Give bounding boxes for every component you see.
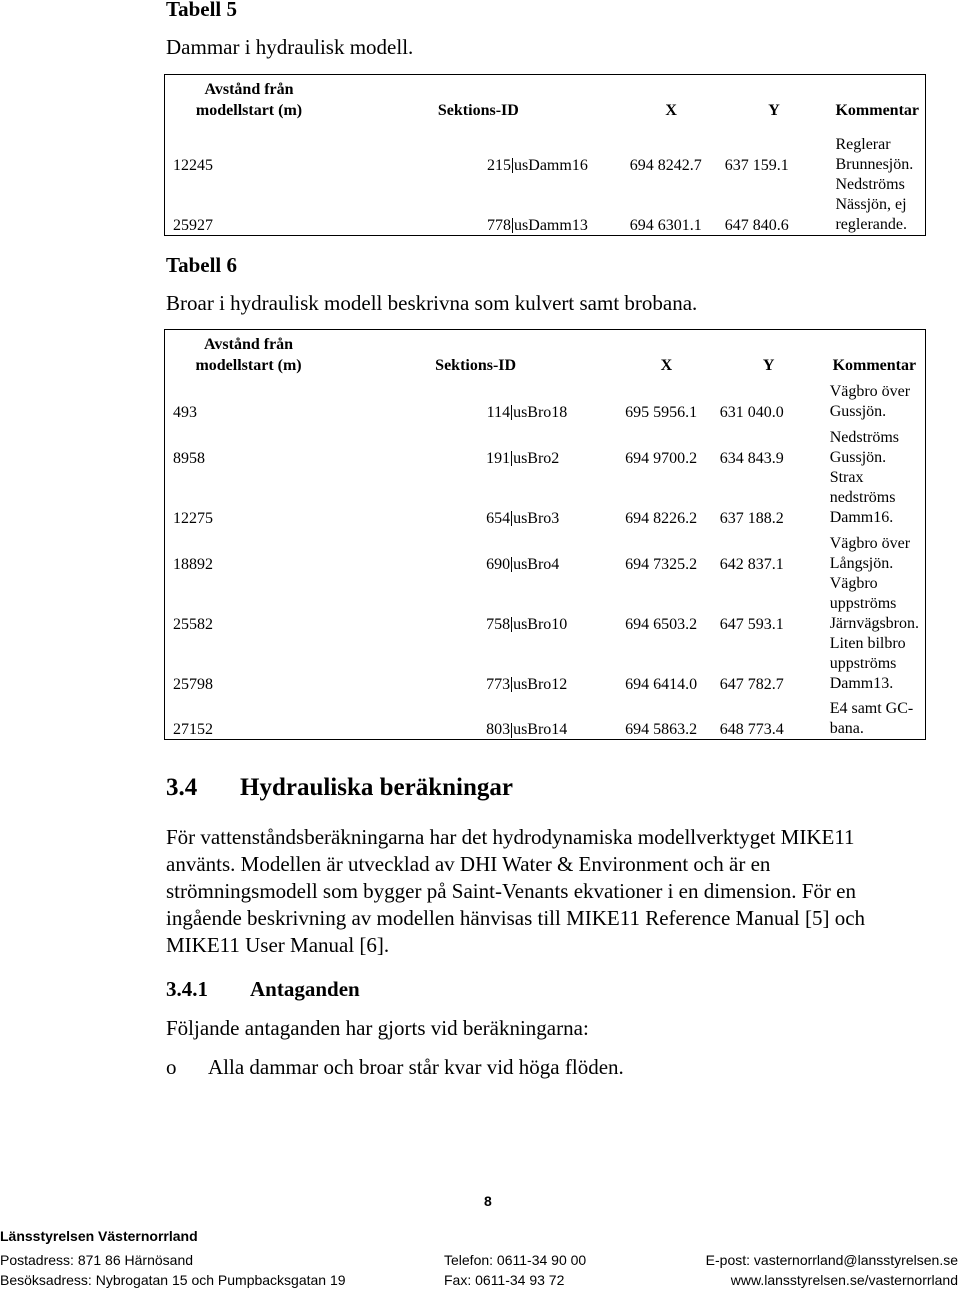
table-row <box>165 175 926 236</box>
col-header-comment: Kommentar <box>832 356 917 374</box>
cell-y: 642 837.1 <box>719 555 784 573</box>
table6 <box>164 329 926 740</box>
footer-fax: Fax: 0611-34 93 72 <box>444 1272 565 1288</box>
cell-section-id <box>332 528 619 574</box>
footer-postal: Postadress: 871 86 Härnösand <box>0 1252 194 1268</box>
cell-distance: 18892 <box>173 555 213 573</box>
cell-y: 647 840.6 <box>724 216 789 234</box>
subsection-intro: Följande antaganden har gjorts vid beräkningarna: <box>166 1016 589 1040</box>
cell-x: 694 8226.2 <box>625 509 698 527</box>
col-header-distance: Avstånd från modellstart (m) <box>195 80 303 119</box>
col-header-y: Y <box>762 356 775 374</box>
section-code: usDamm16 <box>514 156 588 174</box>
cell-comment: E4 samt GC-bana. <box>829 700 914 737</box>
cell-comment: Vägbro över Långsjön. <box>829 534 911 572</box>
separator <box>511 557 512 572</box>
table5-label: Tabell 5 <box>166 0 237 21</box>
section-code: usBro4 <box>513 555 560 573</box>
section-code: usBro3 <box>513 509 560 527</box>
separator <box>511 617 512 632</box>
cell-comment: Nedströms Nässjön, ej reglerande. <box>835 175 907 233</box>
subsection-number: 3.4.1 <box>166 977 208 1001</box>
separator <box>511 451 512 466</box>
cell-section-id <box>333 127 624 175</box>
section-number-value: 114 <box>486 403 511 421</box>
cell-distance: 8958 <box>173 449 205 467</box>
cell-distance: 25798 <box>173 675 213 693</box>
col-header-section-id: Sektions-ID <box>435 356 517 374</box>
bullet-item <box>166 1055 624 1080</box>
cell-comment: Liten bilbro uppströms Damm13. <box>829 634 906 692</box>
table5-caption: Dammar i hydraulisk modell. <box>166 35 414 59</box>
table-row <box>165 382 926 422</box>
section-code: usBro2 <box>513 449 560 467</box>
table6-caption: Broar i hydraulisk modell beskrivna som kulvert samt brobana. <box>166 291 698 315</box>
section-number-value: 215 <box>487 156 512 174</box>
table-row <box>165 574 926 634</box>
section-code: usDamm13 <box>514 216 588 234</box>
footer-email: E-post: vasternorrland@lansstyrelsen.se <box>705 1252 958 1268</box>
cell-x: 695 5956.1 <box>625 403 698 421</box>
bullet-text: Alla dammar och broar står kvar vid höga flöden. <box>208 1055 624 1079</box>
col-header-y: Y <box>768 101 780 119</box>
footer-visit: Besöksadress: Nybrogatan 15 och Pumpbacksgatan 19 <box>0 1272 346 1288</box>
table6-label: Tabell 6 <box>166 253 237 277</box>
subsection-heading <box>166 977 360 1002</box>
footer-web: www.lansstyrelsen.se/vasternorrland <box>730 1272 958 1288</box>
bullet-mark: o <box>166 1055 177 1079</box>
separator <box>511 677 512 692</box>
separator <box>512 218 513 233</box>
col-header-section-id: Sektions-ID <box>437 101 519 119</box>
table-row <box>165 127 926 175</box>
table-row <box>165 468 926 528</box>
section-code: usBro10 <box>513 615 568 633</box>
cell-section-id <box>332 694 619 740</box>
cell-x: 694 6414.0 <box>625 675 698 693</box>
section-title: Hydrauliska beräkningar <box>240 774 513 801</box>
cell-comment: Vägbro över Gussjön. <box>829 382 911 420</box>
table-row <box>165 634 926 694</box>
table5 <box>164 74 926 236</box>
cell-y: 647 593.1 <box>719 615 784 633</box>
section-body: För vattenståndsberäkningarna har det hydrodynamiska modellverktyget MIKE11 använts. Modellen är utvecklad av DHI Water & Environment och är en strömningsmodell som bygger på Saint-Venants ekvationer i en dimension. För en ingående beskrivning av modellen hänvisas till MIKE11 Reference Manual [5] och MIKE11 User Manual [6]. <box>166 825 866 957</box>
cell-y: 631 040.0 <box>719 403 784 421</box>
footer-org: Länsstyrelsen Västernorrland <box>0 1228 198 1244</box>
cell-section-id <box>332 574 619 634</box>
table-row <box>165 422 926 468</box>
cell-y: 637 188.2 <box>719 509 784 527</box>
cell-section-id <box>332 634 619 694</box>
separator <box>512 158 513 173</box>
cell-y: 637 159.1 <box>724 156 789 174</box>
separator <box>511 723 512 738</box>
section-number-value: 191 <box>486 449 511 467</box>
cell-distance: 27152 <box>173 721 213 738</box>
section-code: usBro12 <box>513 675 568 693</box>
cell-x: 694 6503.2 <box>625 615 698 633</box>
cell-distance: 12245 <box>173 156 213 174</box>
cell-y: 647 782.7 <box>719 675 784 693</box>
cell-comment: Vägbro uppströms Järnvägsbron. <box>829 574 919 632</box>
section-number-value: 778 <box>487 216 512 234</box>
cell-comment: Reglerar Brunnesjön. <box>835 135 914 173</box>
page-number: 8 <box>484 1193 492 1209</box>
separator <box>511 511 512 526</box>
separator <box>511 405 512 420</box>
section-code: usBro14 <box>513 721 568 738</box>
section-number: 3.4 <box>166 774 198 801</box>
subsection-title: Antaganden <box>250 977 360 1001</box>
cell-x: 694 9700.2 <box>625 449 698 467</box>
cell-distance: 25927 <box>173 216 213 234</box>
cell-x: 694 7325.2 <box>625 555 698 573</box>
cell-section-id <box>333 175 624 236</box>
cell-section-id <box>332 468 619 528</box>
section-number-value: 758 <box>486 615 511 633</box>
cell-section-id <box>332 422 619 468</box>
table-row <box>165 694 926 740</box>
cell-x: 694 8242.7 <box>629 156 702 174</box>
col-header-x: X <box>665 101 677 119</box>
section-code: usBro18 <box>513 403 568 421</box>
cell-x: 694 5863.2 <box>625 721 698 738</box>
cell-x: 694 6301.1 <box>629 216 702 234</box>
col-header-distance: Avstånd från modellstart (m) <box>195 335 302 374</box>
section-number-value: 773 <box>486 675 511 693</box>
col-header-x: X <box>660 356 673 374</box>
footer-phone: Telefon: 0611-34 90 00 <box>444 1252 587 1268</box>
cell-y: 648 773.4 <box>719 721 784 738</box>
section-number-value: 803 <box>486 721 511 738</box>
section-heading <box>166 774 513 802</box>
col-header-comment: Kommentar <box>835 101 919 119</box>
table-row <box>165 528 926 574</box>
cell-distance: 493 <box>173 403 197 421</box>
cell-comment: Nedströms Gussjön. <box>829 428 900 466</box>
cell-distance: 25582 <box>173 615 213 633</box>
cell-distance: 12275 <box>173 509 213 527</box>
section-number-value: 654 <box>486 509 511 527</box>
cell-y: 634 843.9 <box>719 449 784 467</box>
cell-section-id <box>332 382 619 422</box>
section-number-value: 690 <box>486 555 511 573</box>
cell-comment: Strax nedströms Damm16. <box>829 468 896 526</box>
